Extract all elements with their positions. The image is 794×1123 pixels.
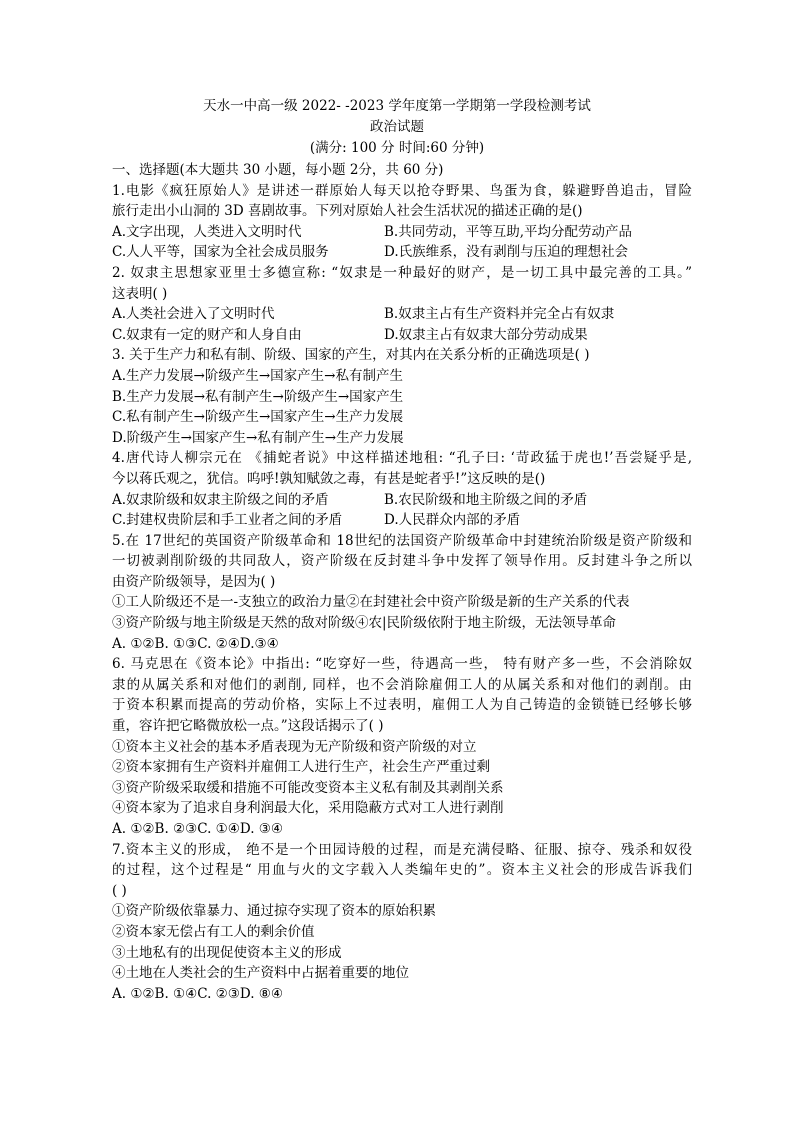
question-1-option-b: B.共同劳动，平等互助,平均分配劳动产品 [384, 223, 633, 240]
question-4-options-cd [112, 510, 692, 531]
question-4-option-c: C.封建权贵阶层和手工业者之间的矛盾 [112, 512, 343, 529]
question-3-option-d: D.阶级产生→国家产生→私有制产生→生产力发展 [112, 429, 404, 446]
question-7-statement-4: ④土地在人类社会的生产资料中占据着重要的地位 [112, 965, 409, 982]
section-heading: 一、选择题(本大题共 30 小题，每小题 2分，共 60 分) [112, 162, 444, 178]
question-7-statement-1: ①资产阶级依靠暴力、通过掠夺实现了资本的原始积累 [112, 903, 436, 920]
question-7-stem-end: ( ) [112, 882, 127, 899]
question-4-option-d: D.人民群众内部的矛盾 [384, 512, 521, 529]
exam-header [0, 96, 794, 159]
question-1-options-ab [112, 222, 692, 243]
question-6-stem-cont2: 于资本积累而提高的劳动价格，实际上不过表明，雇佣工人为自己铸造的金锁链已经够长够 [112, 697, 692, 714]
question-1-option-a: A.文字出现，人类进入文明时代 [112, 223, 302, 240]
question-1-stem-cont: 旅行走出小山洞的 3D 喜剧故事。下列对原始人社会生活状况的描述正确的是() [112, 203, 583, 220]
question-2-option-d: D.奴隶主占有奴隶大部分劳动成果 [384, 326, 588, 343]
question-3-option-b: B.生产力发展→私有制产生→阶级产生→国家产生 [112, 388, 404, 405]
question-7-statement-2: ②资本家无偿占有工人的剩余价值 [112, 923, 315, 940]
question-1-stem: 1.电影《疯狂原始人》是讲述一群原始人每天以抢夺野果、鸟蛋为食，躲避野兽追击，冒险 [112, 182, 692, 199]
question-2-options-ab [112, 304, 692, 325]
question-5-statements-34: ③资产阶级与地主阶级是天然的敌对阶级④农|民阶级依附于地主阶级，无法领导革命 [112, 615, 617, 632]
exam-body [112, 160, 692, 1004]
exam-info: (满分: 100 分 时间:60 分钟) [309, 140, 485, 156]
question-3-stem: 3. 关于生产力和私有制、阶级、国家的产生，对其内在关系分析的正确选项是( ) [112, 347, 590, 364]
question-4-options-ab [112, 490, 692, 511]
question-6-statement-4: ④资本家为了追求自身利润最大化，采用隐蔽方式对工人进行剥削 [112, 800, 504, 817]
question-3-option-c: C.私有制产生→阶级产生→国家产生→生产力发展 [112, 409, 404, 426]
question-5-statements-12: ①工人阶级还不是一-支独立的政治力量②在封建社会中资产阶级是新的生产关系的代表 [112, 594, 630, 611]
question-6-statement-1: ①资本主义社会的基本矛盾表现为无产阶级和资产阶级的对立 [112, 738, 477, 755]
question-6-answer-choices: A. ①②B. ②③C. ①④D. ③④ [112, 821, 284, 837]
exam-subject: 政治试题 [370, 119, 424, 135]
question-6-stem-cont: 隶的从属关系和对他们的剥削, 同样，也不会消除雇佣工人的从属关系和对他们的剥削。由 [112, 676, 692, 693]
question-1-option-c: C.人人平等，国家为全社会成员服务 [112, 244, 329, 261]
question-5-answer-choices: A. ①②B. ①③C. ②④D.③④ [112, 635, 279, 652]
question-5-stem: 5.在 17世纪的英国资产阶级革命和 18世纪的法国资产阶级革命中封建统治阶级是资产阶级和 [112, 532, 692, 549]
exam-title: 天水一中高一级 2022- -2023 学年度第一学期第一学段检测考试 [203, 98, 591, 114]
question-7-stem: 7.资本主义的形成， 绝不是一个田园诗般的过程，而是充满侵略、征服、掠夺、残杀和奴役 [112, 841, 692, 858]
question-4-stem-cont: 今以蒋氏观之，犹信。呜呼!孰知赋敛之毒，有甚是蛇者乎!”这反映的是() [112, 470, 546, 487]
question-2-option-a: A.人类社会进入了文明时代 [112, 306, 275, 323]
question-2-option-b: B.奴隶主占有生产资料并完全占有奴隶 [384, 306, 615, 323]
question-5-stem-cont: 一切被剥削阶级的共同敌人，资产阶级在反封建斗争中发挥了领导作用。反封建斗争之所以 [112, 553, 692, 570]
question-4-option-a: A.奴隶阶级和奴隶主阶级之间的矛盾 [112, 491, 329, 508]
question-6-stem-end: 重，容许把它略微放松一点。”这段话揭示了( ) [112, 718, 384, 735]
question-7-answer-choices: A. ①②B. ①④C. ②③D. ⑧④ [112, 985, 284, 1002]
question-2-stem-cont: 这表明( ) [112, 285, 168, 302]
question-4-option-b: B.农民阶级和地主阶级之间的矛盾 [384, 491, 588, 508]
question-5-stem-end: 由资产阶级领导，是因为( ) [112, 573, 276, 590]
question-2-options-cd [112, 325, 692, 346]
question-1-options-cd [112, 242, 692, 263]
question-2-stem: 2. 奴隶主思想家亚里士多德宣称: “奴隶是一种最好的财产，是一切工具中最完善的工具。” [112, 264, 692, 281]
question-7-statement-3: ③土地私有的出现促使资本主义的形成 [112, 944, 342, 961]
question-3-option-a: A.生产力发展→阶级产生→国家产生→私有制产生 [112, 367, 403, 384]
question-7-stem-cont: 的过程，这个过程是“ 用血与火的文字载入人类编年史的”。资本主义社会的形成告诉我们 [112, 862, 692, 879]
question-6-statement-3: ③资产阶级采取缓和措施不可能改变资本主义私有制及其剥削关系 [112, 779, 504, 796]
question-6-statement-2: ②资本家拥有生产资料并雇佣工人进行生产，社会生产严重过剩 [112, 759, 490, 776]
question-6-stem: 6. 马克思在《资本论》中指出: “吃穿好一些，待遇高一些， 特有财产多一些，不会消除奴 [112, 656, 692, 673]
question-4-stem: 4.唐代诗人柳宗元在 《捕蛇者说》中这样描述地租: “孔子曰: ‘苛政猛于虎也!’吾尝疑乎是, [112, 450, 692, 467]
question-2-option-c: C.奴隶有一定的财产和人身自由 [112, 326, 302, 343]
question-1-option-d: D.氏族维系，没有剥削与压迫的理想社会 [384, 244, 629, 261]
